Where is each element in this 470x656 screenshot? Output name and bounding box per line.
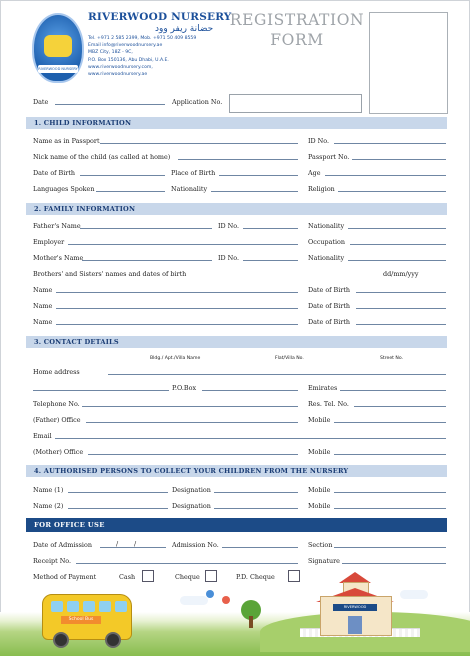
mother-id-field[interactable]: [243, 260, 298, 261]
child-figure-icon: [222, 596, 230, 604]
contact-address-2: P.O. Box 150136, Abu Dhabi, U.A.E.: [88, 57, 169, 63]
bus-window: [51, 601, 63, 612]
receipt-no-field[interactable]: [76, 563, 298, 564]
father-office-field[interactable]: [86, 422, 298, 423]
occupation-field[interactable]: [350, 244, 446, 245]
sibling-dob-label: Date of Birth: [308, 302, 351, 310]
age-label: Age: [308, 169, 321, 177]
contact-block: [88, 35, 196, 78]
section-title: 3. CONTACT DETAILS: [34, 338, 119, 346]
sibling-name-field[interactable]: [56, 324, 298, 325]
sibling-name-label: Name: [33, 302, 53, 310]
date-field[interactable]: [55, 104, 165, 105]
passport-no-label: Passport No.: [308, 153, 350, 161]
mother-nationality-field[interactable]: [348, 260, 446, 261]
bus-sign: School Bus: [61, 616, 101, 624]
section-title: 2. FAMILY INFORMATION: [34, 205, 136, 213]
place-of-birth-label: Place of Birth: [171, 169, 216, 177]
auth-mobile2-field[interactable]: [334, 508, 446, 509]
auth-designation2-field[interactable]: [214, 508, 298, 509]
section-child-information: [26, 117, 447, 129]
child-id-label: ID No.: [308, 137, 330, 145]
school-sign: RIVERWOOD: [333, 604, 377, 611]
nursery-logo: [32, 13, 84, 83]
sibling-dob-field[interactable]: [356, 308, 446, 309]
age-field[interactable]: [325, 175, 446, 176]
bus-wheel-icon: [53, 632, 69, 648]
bus-window: [83, 601, 95, 612]
section-title: 1. CHILD INFORMATION: [34, 119, 132, 127]
mother-mobile-label: Mobile: [308, 448, 331, 456]
emirates-label: Emirates: [308, 384, 338, 392]
res-tel-field[interactable]: [354, 406, 446, 407]
mothers-name-field[interactable]: [82, 260, 212, 261]
pd-cheque-checkbox[interactable]: [288, 570, 300, 582]
contact-email: Email info@riverwoodnursery.ae: [88, 43, 163, 49]
occupation-label: Occupation: [308, 238, 345, 246]
sibling-name-label: Name: [33, 286, 53, 294]
auth-designation1-label: Designation: [172, 486, 211, 494]
section-field[interactable]: [334, 547, 446, 548]
brand-name: RIVERWOOD NURSERY: [88, 11, 232, 23]
mother-nationality-label: Nationality: [308, 254, 345, 262]
auth-name2-field[interactable]: [68, 508, 168, 509]
date-of-admission-field[interactable]: [100, 547, 166, 548]
office-use-title: FOR OFFICE USE: [34, 521, 105, 529]
cheque-label: Cheque: [175, 573, 200, 581]
name-passport-field[interactable]: [100, 143, 298, 144]
bus-window: [67, 601, 79, 612]
place-of-birth-field[interactable]: [219, 175, 298, 176]
father-id-label: ID No.: [218, 222, 240, 230]
cash-label: Cash: [119, 573, 136, 581]
receipt-no-label: Receipt No.: [33, 557, 72, 565]
child-dob-label: Date of Birth: [33, 169, 76, 177]
fathers-name-field[interactable]: [80, 228, 212, 229]
sibling-dob-field[interactable]: [356, 324, 446, 325]
sibling-dob-field[interactable]: [356, 292, 446, 293]
father-id-field[interactable]: [243, 228, 298, 229]
mother-id-label: ID No.: [218, 254, 240, 262]
father-mobile-field[interactable]: [334, 422, 446, 423]
home-address-label: Home address: [33, 368, 80, 376]
mothers-name-label: Mother's Name: [33, 254, 84, 262]
father-office-label: (Father) Office: [33, 416, 81, 424]
col-flat-label: Flat/Villa No.: [275, 356, 304, 361]
nick-name-label: Nick name of the child (as called at home): [33, 153, 171, 161]
sibling-name-field[interactable]: [56, 292, 298, 293]
auth-designation1-field[interactable]: [214, 492, 298, 493]
bus-wheel-icon: [105, 632, 121, 648]
section-contact-details: [26, 336, 447, 348]
signature-label: Signature: [308, 557, 340, 565]
section-authorised-persons: [26, 465, 447, 477]
date-slash-1: /: [116, 540, 119, 548]
school-bus-illustration: [42, 594, 132, 640]
brand-name-arabic: حضانة ريفر وود: [155, 24, 214, 34]
sibling-name-label: Name: [33, 318, 53, 326]
auth-name2-label: Name (2): [33, 502, 64, 510]
religion-label: Religion: [308, 185, 335, 193]
cloud-icon: [400, 590, 428, 599]
form-title-line2: FORM: [270, 31, 324, 49]
date-of-admission-label: Date of Admission: [33, 541, 92, 549]
auth-mobile1-label: Mobile: [308, 486, 331, 494]
languages-label: Languages Spoken: [33, 185, 95, 193]
employer-field[interactable]: [68, 244, 298, 245]
telephone-field[interactable]: [82, 406, 298, 407]
tree-trunk: [249, 616, 253, 628]
po-box-field[interactable]: [202, 390, 298, 391]
date-slash-2: /: [134, 540, 137, 548]
date-format-hint: dd/mm/yyy: [383, 270, 419, 278]
application-no-label: Application No.: [172, 98, 223, 106]
mother-office-field[interactable]: [88, 454, 298, 455]
child-figure-icon: [206, 590, 214, 598]
bus-window: [99, 601, 111, 612]
admission-no-field[interactable]: [222, 547, 298, 548]
signature-field[interactable]: [342, 563, 446, 564]
contact-phone: Tel. +971 2 585 2399, Mob. +971 50 409 8559: [88, 36, 197, 41]
logo-children-icon: [44, 35, 72, 57]
auth-name1-field[interactable]: [68, 492, 168, 493]
religion-field[interactable]: [338, 191, 446, 192]
employer-label: Employer: [33, 238, 65, 246]
home-address-line2[interactable]: [33, 390, 169, 391]
col-building-label: Bldg./ Apt./Villa Name: [150, 356, 201, 361]
section-title: 4. AUTHORISED PERSONS TO COLLECT YOUR CHILDREN FROM THE NURSERY: [34, 467, 349, 475]
child-dob-field[interactable]: [80, 175, 165, 176]
child-nationality-label: Nationality: [171, 185, 208, 193]
siblings-label: Brothers' and Sisters' names and dates of birth: [33, 270, 187, 278]
contact-website-1: www.riverwoodnursery.com,: [88, 64, 153, 70]
sibling-dob-label: Date of Birth: [308, 318, 351, 326]
email-label: Email: [33, 432, 52, 440]
form-title: [228, 10, 366, 50]
nick-name-field[interactable]: [178, 159, 298, 160]
bus-window: [115, 601, 127, 612]
school-door: [348, 616, 362, 634]
office-use-bar: [26, 518, 447, 532]
auth-mobile1-field[interactable]: [334, 492, 446, 493]
cheque-checkbox[interactable]: [205, 570, 217, 582]
col-street-label: Street No.: [380, 356, 404, 361]
email-field[interactable]: [55, 438, 446, 439]
auth-designation2-label: Designation: [172, 502, 211, 510]
father-mobile-label: Mobile: [308, 416, 331, 424]
auth-name1-label: Name (1): [33, 486, 64, 494]
name-passport-label: Name as in Passport: [33, 137, 100, 145]
application-no-field[interactable]: [229, 94, 362, 113]
telephone-label: Telephone No.: [33, 400, 80, 408]
sibling-name-field[interactable]: [56, 308, 298, 309]
photo-box[interactable]: [369, 12, 448, 114]
mother-mobile-field[interactable]: [334, 454, 446, 455]
home-address-field[interactable]: [108, 374, 446, 375]
section-label: Section: [308, 541, 333, 549]
contact-address-1: MBZ City, 18Z - 9C,: [88, 50, 133, 56]
logo-ribbon: RIVERWOOD NURSERY: [38, 67, 78, 71]
pd-cheque-label: P.D. Cheque: [236, 573, 275, 581]
admission-no-label: Admission No.: [172, 541, 219, 549]
mother-office-label: (Mother) Office: [33, 448, 84, 456]
passport-no-field[interactable]: [352, 159, 446, 160]
payment-method-label: Method of Payment: [33, 573, 97, 581]
emirates-field[interactable]: [340, 390, 446, 391]
cloud-icon: [180, 596, 208, 605]
fathers-name-label: Father's Name: [33, 222, 81, 230]
father-nationality-label: Nationality: [308, 222, 345, 230]
child-nationality-field[interactable]: [211, 191, 298, 192]
section-family-information: [26, 203, 447, 215]
res-tel-label: Res. Tel. No.: [308, 400, 349, 408]
child-id-field[interactable]: [334, 143, 446, 144]
auth-mobile2-label: Mobile: [308, 502, 331, 510]
form-title-line1: REGISTRATION: [229, 11, 365, 29]
languages-field[interactable]: [96, 191, 165, 192]
date-label: Date: [33, 98, 49, 106]
contact-website-2: www.riverwoodnursery.ae: [88, 72, 148, 78]
cash-checkbox[interactable]: [142, 570, 154, 582]
sibling-dob-label: Date of Birth: [308, 286, 351, 294]
po-box-label: P.O.Box: [172, 384, 197, 392]
father-nationality-field[interactable]: [348, 228, 446, 229]
